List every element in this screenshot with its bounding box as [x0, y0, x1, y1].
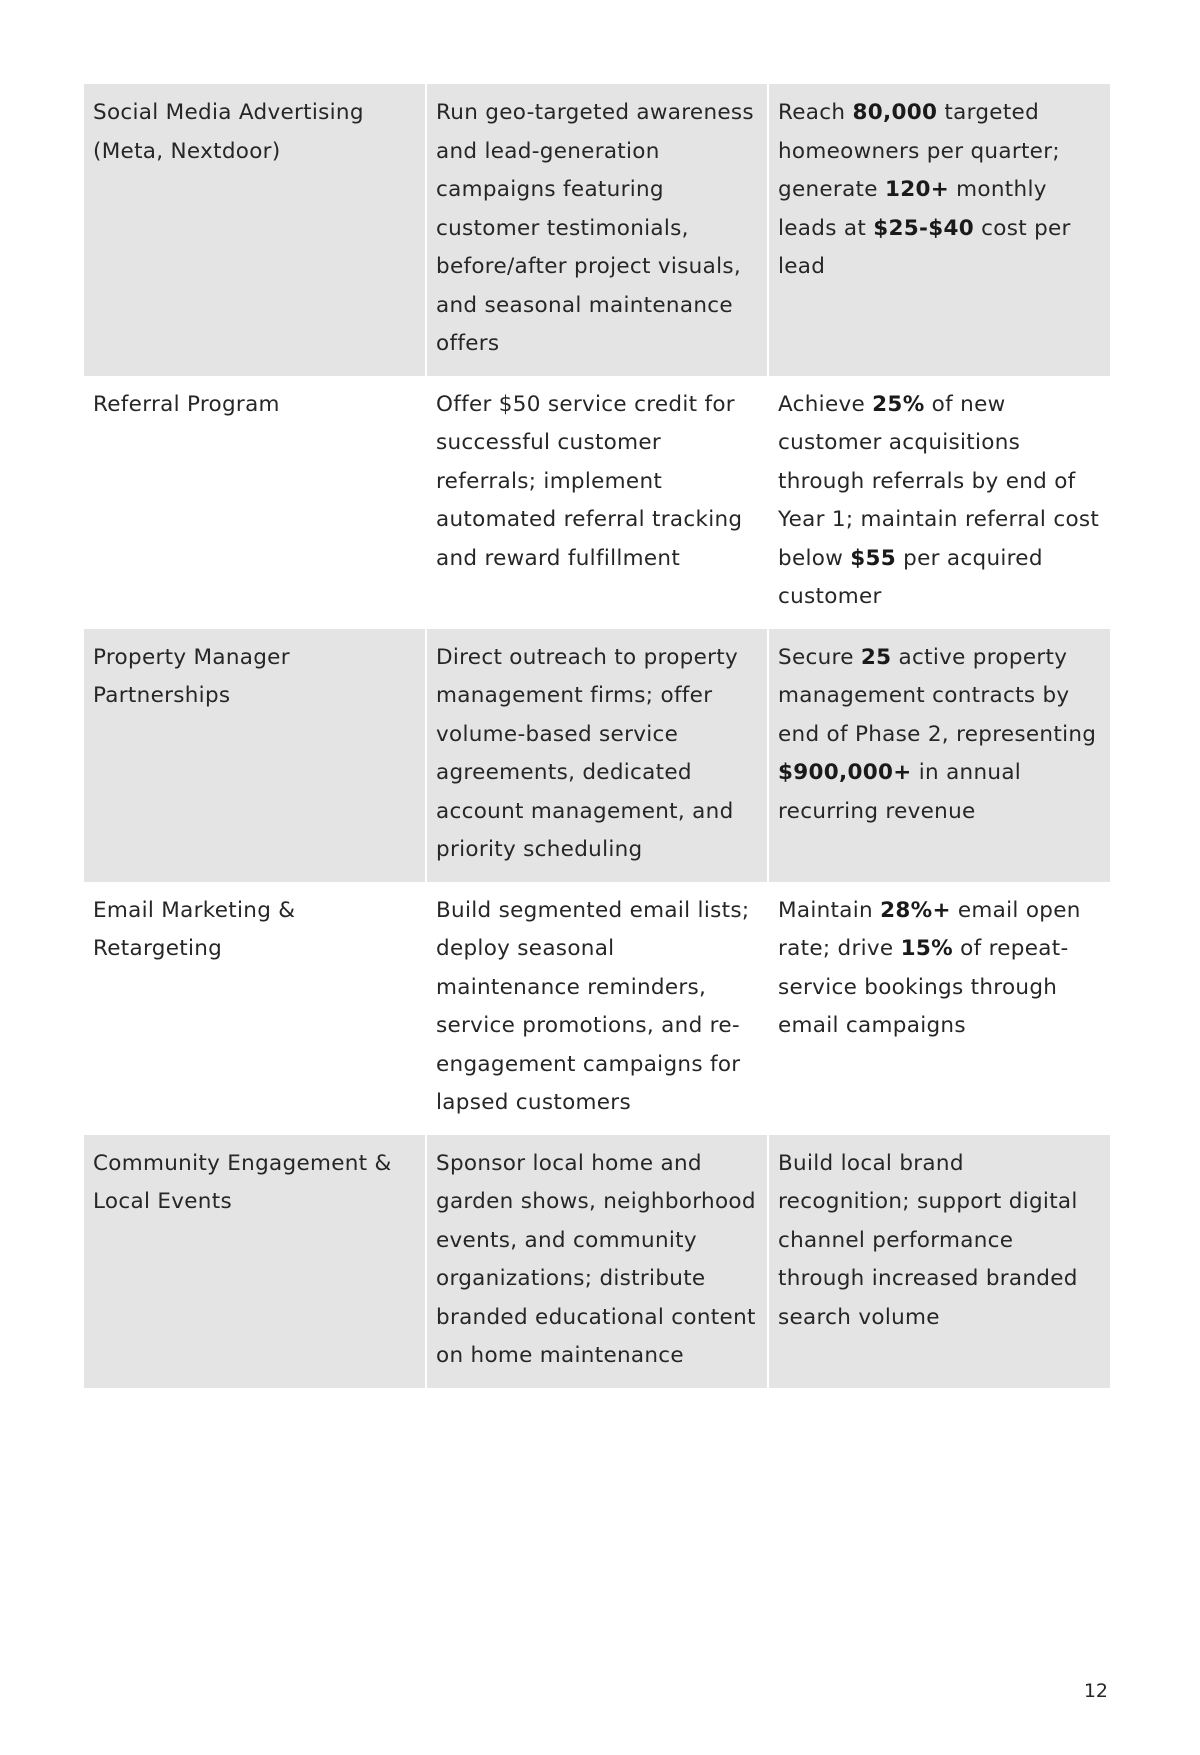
- highlighted-metric: 25: [860, 644, 892, 670]
- tactics-cell: Direct outreach to property management firms; offer volume-based service agreements, dedicated account management, and priority scheduling: [425, 629, 767, 882]
- table-row: [84, 629, 1110, 882]
- table-body: [84, 84, 1110, 1388]
- targets-cell: Secure 25 active property management contracts by end of Phase 2, representing $900,000+ in annual recurring revenue: [767, 629, 1110, 882]
- channel-cell: Social Media Advertising (Meta, Nextdoor): [84, 84, 425, 376]
- table-row: [84, 376, 1110, 629]
- channel-cell: Referral Program: [84, 376, 425, 629]
- tactics-cell: Offer $50 service credit for successful customer referrals; implement automated referral tracking and reward fulfillment: [425, 376, 767, 629]
- channel-cell: Community Engagement & Local Events: [84, 1135, 425, 1388]
- highlighted-metric: 120+: [884, 177, 950, 202]
- tactics-cell: Sponsor local home and garden shows, neighborhood events, and community organizations; distribute branded educational content on home maintenance: [425, 1135, 767, 1388]
- tactics-cell: Build segmented email lists; deploy seasonal maintenance reminders, service promotions, and re-engagement campaigns for lapsed customers: [425, 882, 767, 1135]
- highlighted-metric: $900,000+: [778, 760, 912, 785]
- table-row: [84, 84, 1110, 376]
- highlighted-metric: $55: [850, 545, 897, 571]
- channel-cell: Email Marketing & Retargeting: [84, 882, 425, 1135]
- highlighted-metric: 80,000: [852, 100, 938, 125]
- table-row: [84, 1135, 1110, 1388]
- highlighted-metric: 15%: [900, 936, 953, 961]
- targets-cell: Reach 80,000 targeted homeowners per quarter; generate 120+ monthly leads at $25-$40 cost per lead: [767, 84, 1110, 376]
- tactics-cell: Run geo-targeted awareness and lead-generation campaigns featuring customer testimonials, before/after project visuals, and seasonal maintenance offers: [425, 84, 767, 376]
- page-number: 12: [1083, 1680, 1108, 1702]
- highlighted-metric: 28%+: [880, 897, 951, 923]
- targets-cell: Build local brand recognition; support digital channel performance through increased branded search volume: [767, 1135, 1110, 1388]
- targets-cell: Achieve 25% of new customer acquisitions through referrals by end of Year 1; maintain referral cost below $55 per acquired customer: [767, 376, 1110, 629]
- table-row: [84, 882, 1110, 1135]
- marketing-channels-table: [84, 84, 1110, 1388]
- highlighted-metric: $25-$40: [873, 215, 974, 241]
- targets-cell: Maintain 28%+ email open rate; drive 15% of repeat-service bookings through email campaigns: [767, 882, 1110, 1135]
- channel-cell: Property Manager Partnerships: [84, 629, 425, 882]
- highlighted-metric: 25%: [872, 391, 925, 417]
